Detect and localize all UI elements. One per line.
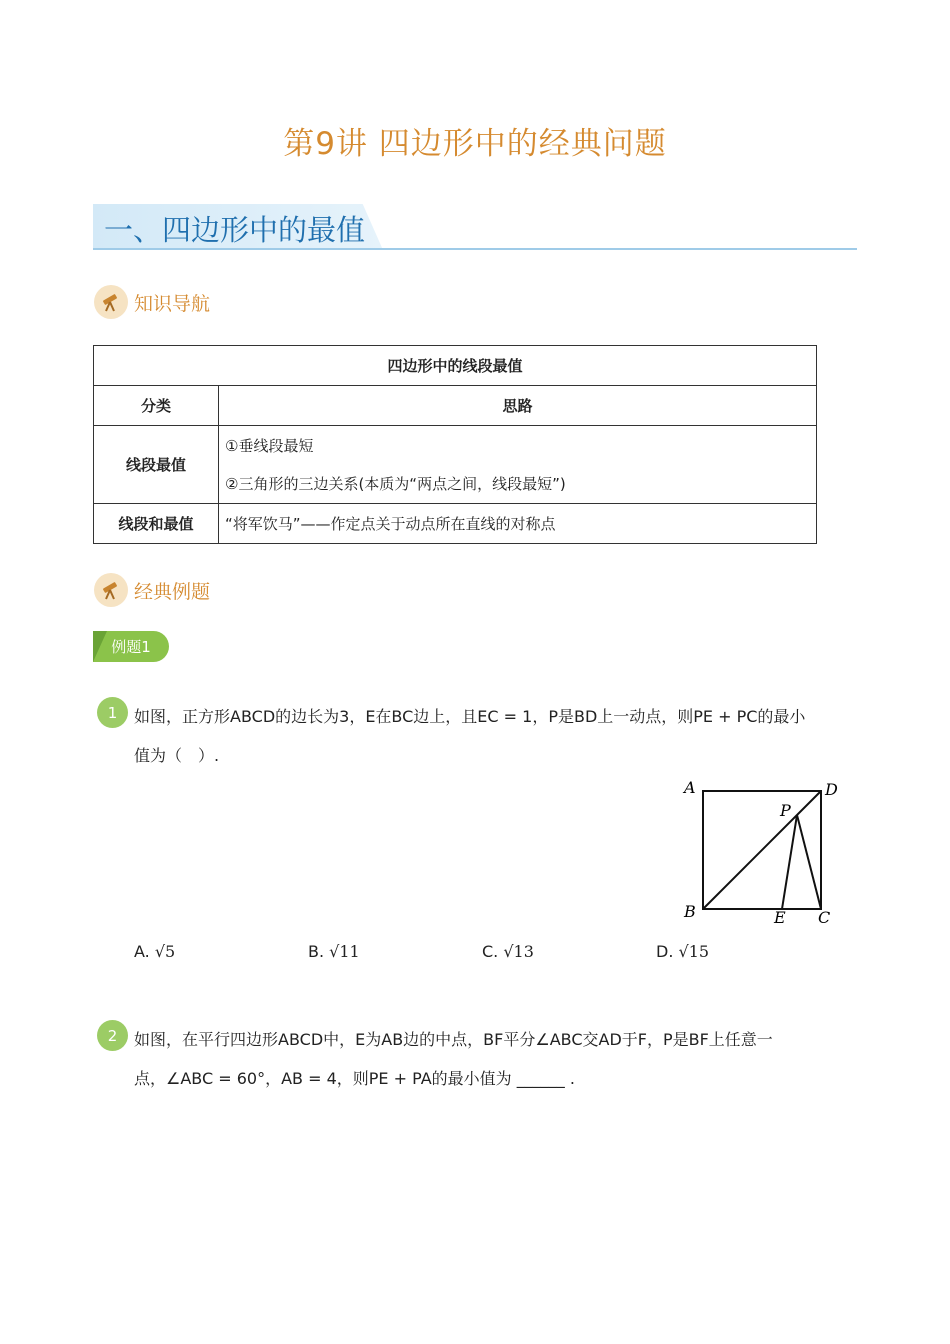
knowledge-table <box>93 345 817 544</box>
option-b[interactable] <box>308 942 360 961</box>
table-cell-category: 线段和最值 <box>94 504 219 544</box>
square-figure <box>676 774 846 934</box>
examples-label: 经典例题 <box>134 581 211 603</box>
question-1-text <box>134 697 834 775</box>
label-d: D <box>825 780 838 799</box>
diagonal-bd <box>703 791 821 909</box>
option-value: √13 <box>503 942 534 961</box>
option-value: √5 <box>154 942 176 961</box>
example-tag-corner <box>93 631 107 662</box>
knowledge-nav-label: 知识导航 <box>134 293 211 315</box>
option-d[interactable] <box>656 942 709 961</box>
example-tag: 例题1 <box>93 631 169 662</box>
option-label: B. <box>308 942 325 961</box>
label-p: P <box>780 801 791 820</box>
option-value: √11 <box>329 942 360 961</box>
table-idea-line: ①垂线段最短 <box>225 436 314 455</box>
question-1-line: 如图，正方形ABCD的边长为3，E在BC边上，且EC = 1，P是BD上一动点，则PE + PC的最小 <box>134 707 806 726</box>
question-number-badge: 1 <box>97 697 128 728</box>
option-value: √15 <box>678 942 710 961</box>
option-label: C. <box>482 942 499 961</box>
question-2-line: 点，∠ABC = 60°，AB = 4，则PE + PA的最小值为 ______ . <box>134 1069 575 1088</box>
table-cell-idea: “将军饮马”——作定点关于动点所在直线的对称点 <box>219 504 817 544</box>
table-cell-idea <box>219 426 817 504</box>
label-b: B <box>684 902 696 921</box>
table-header-category: 分类 <box>94 386 219 426</box>
label-c: C <box>818 908 831 927</box>
label-e: E <box>774 908 786 927</box>
page-title: 第9讲 四边形中的经典问题 <box>283 126 667 162</box>
option-label: D. <box>656 942 674 961</box>
option-label: A. <box>134 942 150 961</box>
section-title: 一、四边形中的最值 <box>104 213 366 247</box>
telescope-icon <box>94 285 128 319</box>
table-header-idea: 思路 <box>219 386 817 426</box>
option-a[interactable] <box>134 942 175 961</box>
table-caption: 四边形中的线段最值 <box>94 346 817 386</box>
question-2-line: 如图，在平行四边形ABCD中，E为AB边的中点，BF平分∠ABC交AD于F，P是BF上任意一 <box>134 1030 773 1049</box>
question-1-line: 值为（ ）. <box>134 746 220 765</box>
option-c[interactable] <box>482 942 534 961</box>
table-cell-category: 线段最值 <box>94 426 219 504</box>
question-number-badge: 2 <box>97 1020 128 1051</box>
segment-pc <box>797 815 821 909</box>
table-idea-line: ②三角形的三边关系(本质为“两点之间，线段最短”) <box>225 474 566 493</box>
question-2-text <box>134 1020 834 1098</box>
telescope-icon <box>94 573 128 607</box>
label-a: A <box>684 778 696 797</box>
